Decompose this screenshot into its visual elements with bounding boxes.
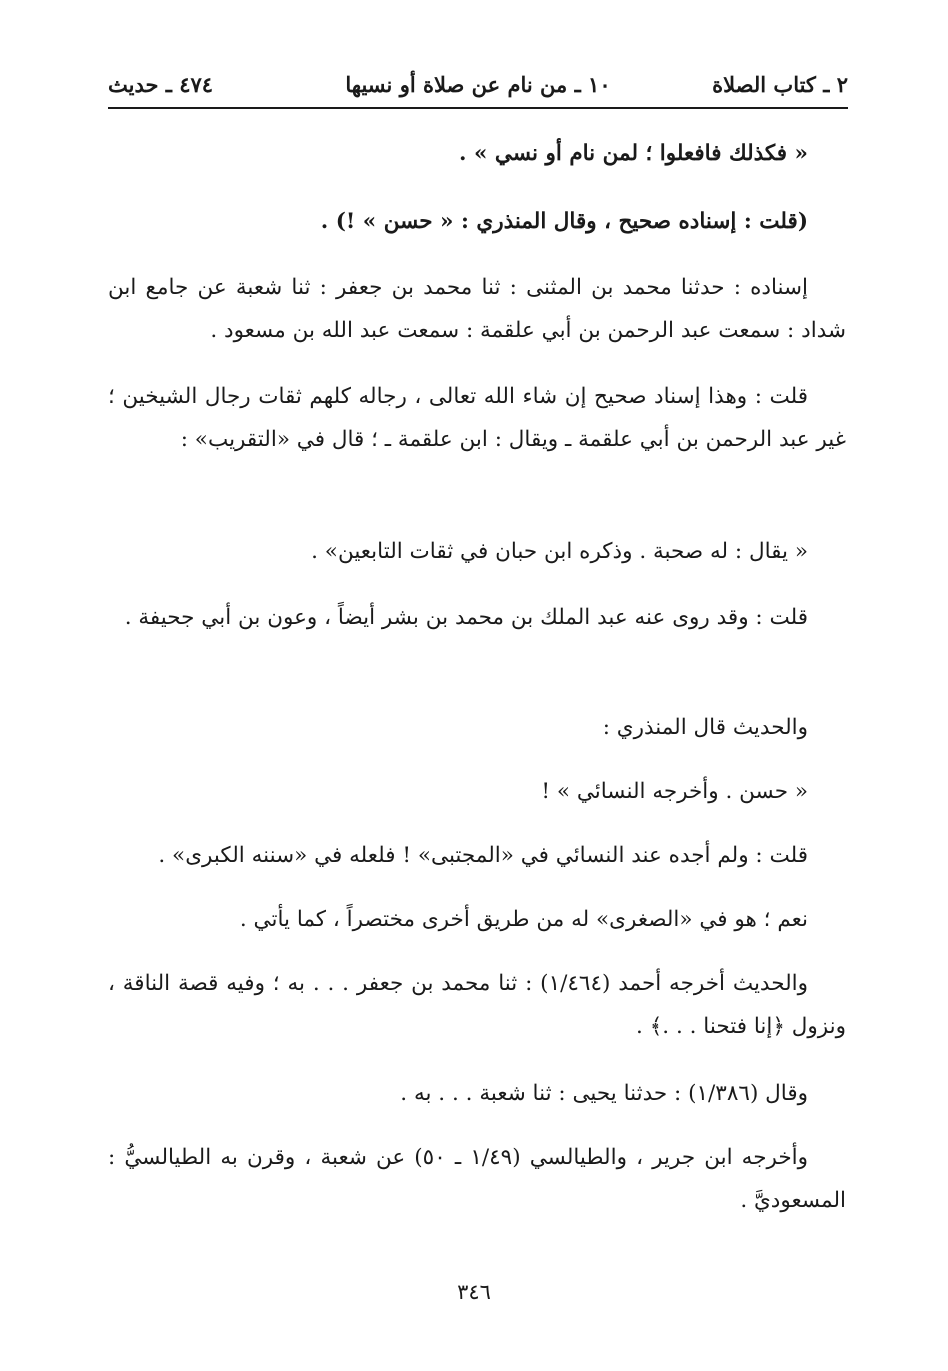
isnad-paragraph: إسناده : حدثنا محمد بن المثنى : ثنا محمد بن جعفر : ثنا شعبة عن جامع ابن شداد : سمعت عبد الرحمن بن أبي علقمة : سمعت عبد الله بن مسعود .	[108, 275, 846, 343]
verdict-paragraph: (قلت : إسناده صحيح ، وقال المنذري : « حسن » !) .	[320, 209, 808, 234]
takhrij-paragraph: وأخرجه ابن جرير ، والطيالسي (١/٤٩ ـ ٥٠) عن شعبة ، وقرن به الطيالسيُّ : المسعوديَّ .	[108, 1145, 846, 1213]
commentary-paragraph: والحديث قال المنذري :	[602, 715, 808, 740]
hadith-text-paragraph: « فكذلك فافعلوا ؛ لمن نام أو نسي » .	[459, 141, 808, 166]
running-header	[108, 72, 848, 106]
header-book-chapter: ٢ ـ كتاب الصلاة	[712, 72, 848, 97]
quote-paragraph: « يقال : له صحبة . وذكره ابن حبان في ثقات التابعين» .	[311, 539, 808, 564]
commentary-paragraph: قلت : وقد روى عنه عبد الملك بن محمد بن بشر أيضاً ، وعون بن أبي جحيفة .	[124, 605, 808, 630]
commentary-paragraph: نعم ؛ هو في «الصغرى» له من طريق أخرى مختصراً ، كما يأتي .	[239, 907, 808, 932]
takhrij-paragraph: وقال (١/٣٨٦) : حدثنا يحيى : ثنا شعبة . . . به .	[400, 1081, 808, 1106]
quote-paragraph: « حسن . وأخرجه النسائي » !	[541, 779, 808, 804]
header-divider	[108, 107, 848, 109]
commentary-paragraph: قلت : ولم أجده عند النسائي في «المجتبى» ! فلعله في «سننه الكبرى» .	[158, 843, 808, 868]
header-hadith-number: ٤٧٤ ـ حديث	[108, 72, 214, 97]
takhrij-paragraph: والحديث أخرجه أحمد (١/٤٦٤) : ثنا محمد بن جعفر . . . به ؛ وفيه قصة الناقة ، ونزول ﴿إنا فتحنا . . .﴾ .	[108, 971, 846, 1039]
page-number: ٣٤٦	[457, 1280, 491, 1304]
header-section-title: ١٠ ـ من نام عن صلاة أو نسيها	[345, 72, 611, 97]
commentary-paragraph: قلت : وهذا إسناد صحيح إن شاء الله تعالى ، رجاله كلهم ثقات رجال الشيخين ؛ غير عبد الرحمن بن أبي علقمة ـ ويقال : ابن علقمة ـ ؛ قال في «التقريب» :	[108, 384, 846, 452]
